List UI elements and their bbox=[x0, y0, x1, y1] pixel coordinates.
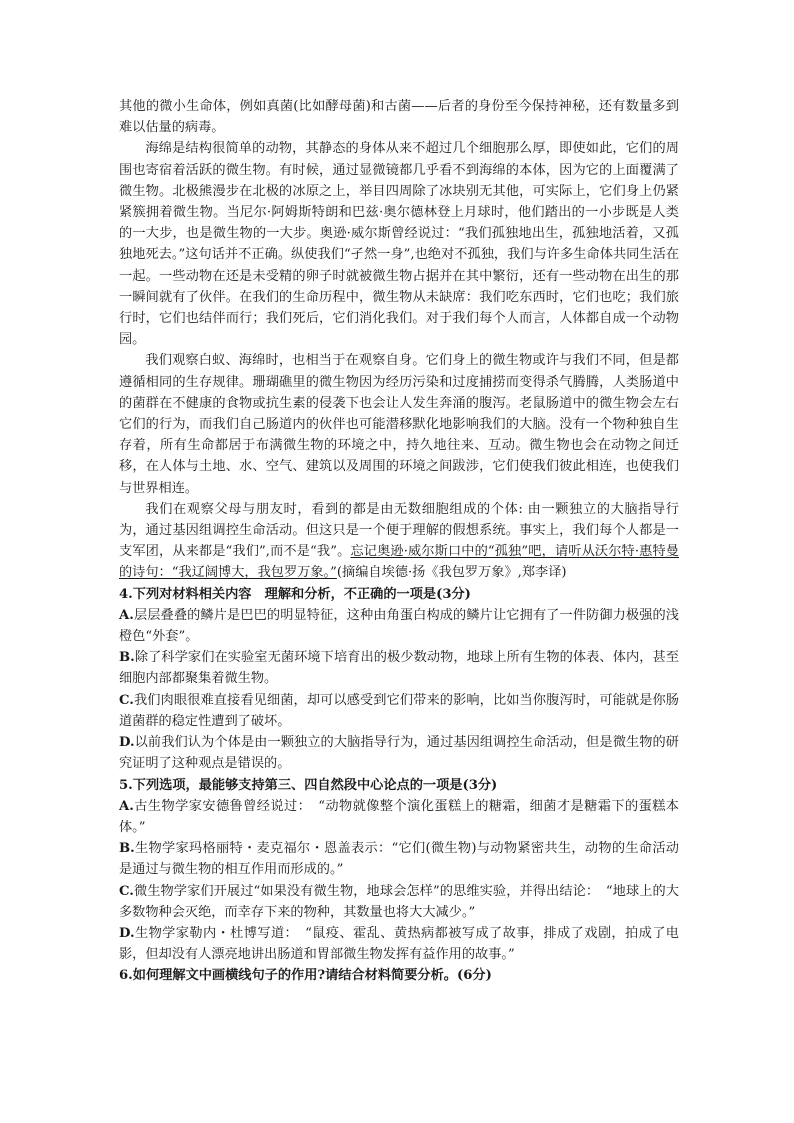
option-text: 除了科学家们在实验室无菌环境下培育出的极少数动物，地球上所有生物的体表、体内，甚至细胞内部都聚集着微生物。 bbox=[119, 650, 679, 687]
passage-paragraph-1: 其他的微小生命体，例如真菌(比如酵母菌)和古菌——后者的身份至今保持神秘，还有数量多到难以估量的病毒。 bbox=[119, 99, 679, 136]
passage-paragraph-3: 我们观察白蚁、海绵时，也相当于在观察自身。它们身上的微生物或许与我们不同，但是都遵循相同的生存规律。珊瑚礁里的微生物因为经历污染和过度捕捞而变得杀气腾腾，人类肠道中的菌群在不健康的食物或抗生素的侵袭下也会让人发生奔涌的腹泻。老鼠肠道中的微生物会左右它们的行为，而我们自己肠道内的伙伴也可能潜移默化地影响我们的大脑。没有一个物种独自生存着，所有生命都居于布满微生物的环境之中，持久地往来、互动。微生物也会在动物之间迁移，在人体与土地、水、空气、建筑以及周围的环境之间跋涉，它们使我们彼此相连，也使我们与世界相连。 bbox=[119, 353, 679, 496]
option-label: B. bbox=[119, 841, 135, 857]
question-6-stem: 6.如何理解文中画横线句子的作用?请结合材料简要分析。(6分) bbox=[119, 968, 492, 984]
option-text: 生物学家玛格丽特・麦克福尔・恩盖表示：“它们(微生物)与动物紧密共生，动物的生命活动是通过与微生物的相互作用而形成的。” bbox=[119, 841, 679, 878]
passage-paragraph-2: 海绵是结构很简单的动物，其静态的身体从来不超过几个细胞那么厚，即使如此，它们的周围也寄宿着活跃的微生物。有时候，通过显微镜都几乎看不到海绵的本体，因为它的上面覆满了微生物。北极熊漫步在北极的冰原之上，举目四周除了冰块别无其他，可实际上，它们身上仍紧紧簇拥着微生物。当尼尔·阿姆斯特朗和巴兹·奥尔德林登上月球时，他们踏出的一小步既是人类的一大步，也是微生物的一大步。奥逊·威尔斯曾经说过：“我们孤独地出生，孤独地活着，又孤独地死去。”这句话并不正确。纵使我们“孑然一身”,也绝对不孤独，我们与许多生命体共同生活在一起。一些动物在还是未受精的卵子时就被微生物占据并在其中繁衍，还有一些动物在出生的那一瞬间就有了伙伴。在我们的生命历程中，微生物从未缺席：我们吃东西时，它们也吃；我们旅行时，它们也结伴而行；我们死后，它们消化我们。对于我们每个人而言，人体都自成一个动物园。 bbox=[119, 141, 679, 348]
question-5-option-b bbox=[119, 838, 679, 880]
option-text: 以前我们认为个体是由一颗独立的大脑指导行为，通过基因组调控生命活动，但是微生物的研究证明了这种观点是错误的。 bbox=[119, 735, 679, 772]
option-text: 古生物学家安德鲁曾经说过： “动物就像整个演化蛋糕上的糖霜，细菌才是糖霜下的蛋糕本体。” bbox=[119, 798, 679, 835]
option-label: C. bbox=[119, 692, 134, 708]
option-text: 层层叠叠的鳞片是巴巴的明显特征，这种由角蛋白构成的鳞片让它拥有了一件防御力极强的浅橙色“外套”。 bbox=[119, 607, 679, 645]
passage-paragraph-4 bbox=[119, 499, 679, 584]
question-4-option-a bbox=[119, 605, 679, 647]
option-text: 我们肉眼很难直接看见细菌，却可以感受到它们带来的影响，比如当你腹泻时，可能就是你肠道菌群的稳定性遭到了破坏。 bbox=[119, 692, 679, 729]
option-label: C. bbox=[119, 883, 134, 899]
option-label: B. bbox=[119, 650, 135, 666]
option-label: D. bbox=[119, 735, 135, 751]
question-5-option-c bbox=[119, 881, 679, 923]
question-5-stem: 5.下列选项，最能够支持第三、四自然段中心论点的一项是(3分) bbox=[119, 777, 498, 793]
option-label: D. bbox=[119, 925, 135, 941]
question-5-option-a bbox=[119, 796, 679, 838]
option-text: 微生物学家们开展过“如果没有微生物，地球会怎样”的思维实验，并得出结论： “地球上的大多数物种会灭绝，而幸存下来的物种，其数量也将大大减少。” bbox=[119, 883, 679, 920]
option-label: A. bbox=[119, 798, 134, 814]
option-text: 生物学家勒内・杜博写道： “鼠疫、霍乱、黄热病都被写成了故事，排成了戏剧，拍成了电影，但却没有人漂亮地讲出肠道和胃部微生物发挥有益作用的故事。” bbox=[119, 925, 679, 963]
passage-paragraph-4-text: 我们在观察父母与朋友时，看到的都是由无数细胞组成的个体: 由一颗独立的大脑指导行为，通过基因组调控生命活动。但这只是一个便于理解的假想系统。事实上，我们每个人都是一支军团，从来都是“我们”,而不是“我”。 bbox=[119, 501, 679, 560]
underlined-sentence: 忘记奥逊·威尔斯口中的“孤独”吧，请听从沃尔特·惠特曼的诗句：“我辽阔博大，我包罗万象。” bbox=[119, 544, 679, 581]
question-5-option-d bbox=[119, 923, 679, 965]
question-4-option-b bbox=[119, 647, 679, 689]
option-label: A. bbox=[119, 607, 134, 623]
question-4-stem: 4.下列对材料相关内容 理解和分析，不正确的一项是(3分) bbox=[119, 586, 471, 602]
source-citation: (摘编自埃德·扬《我包罗万象》,郑李译) bbox=[336, 565, 567, 581]
question-4-option-d bbox=[119, 732, 679, 774]
question-4-option-c bbox=[119, 690, 679, 732]
document-page bbox=[119, 96, 679, 987]
